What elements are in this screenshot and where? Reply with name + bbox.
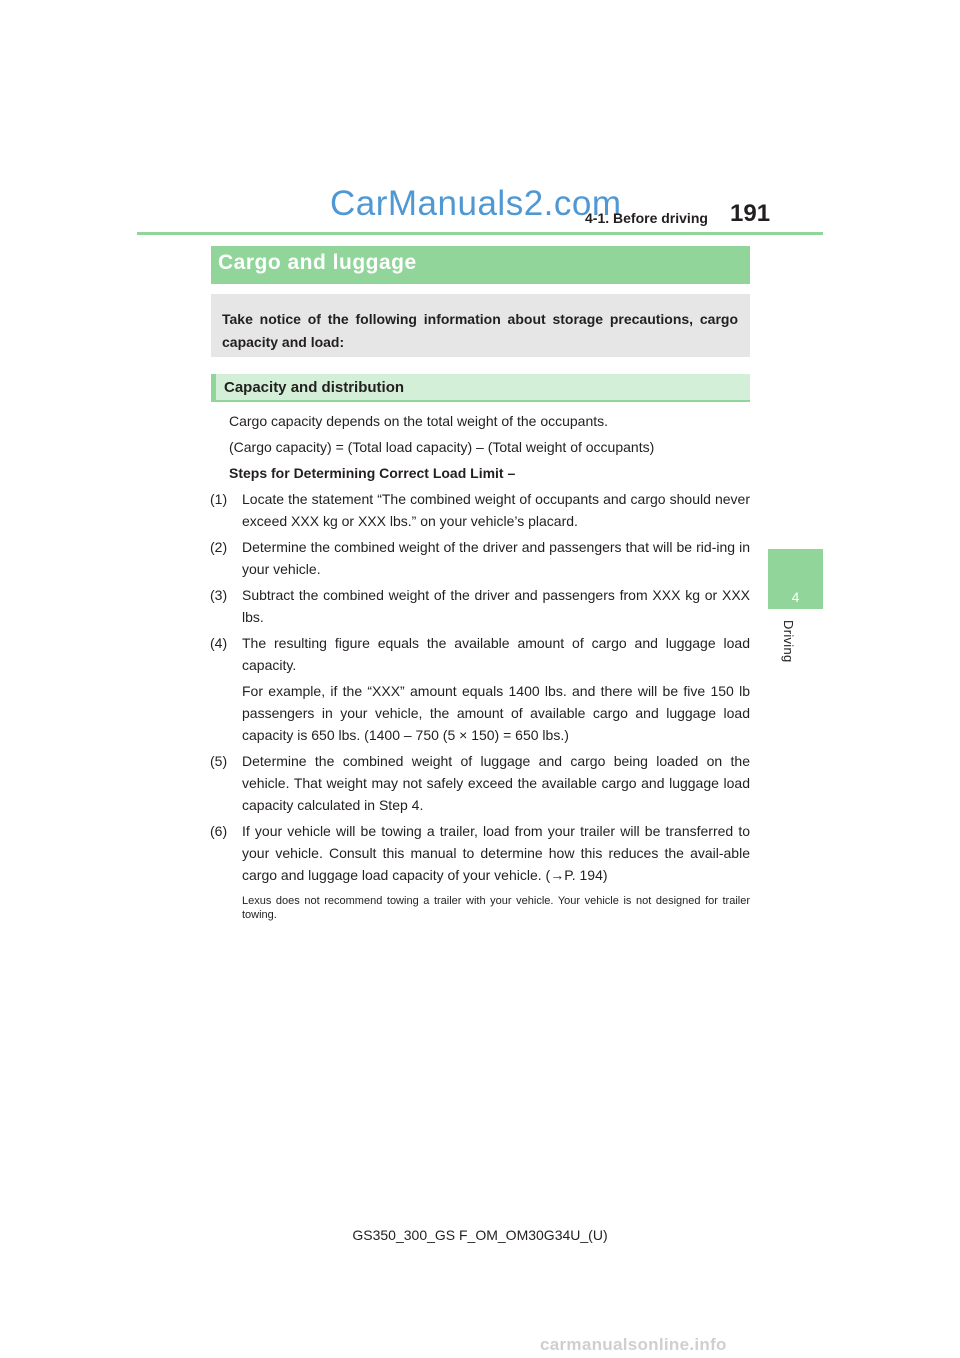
step-number: (2) [210,539,228,555]
step-text: If your vehicle will be towing a trailer, load from your trailer will be transferred to your vehicle. Consult this manual to determine how this reduces the avail-able cargo and luggage load capacity of your vehicle. (→P. 194) [242,823,750,883]
intro-box [211,294,750,357]
steps-heading: Steps for Determining Correct Load Limit – [229,465,516,481]
step-text: Subtract the combined weight of the driver and passengers from XXX kg or XXX lbs. [242,587,750,625]
step-item [210,820,750,886]
step-number: (1) [210,491,228,507]
chapter-label: Driving [781,620,796,663]
step-item [210,536,750,580]
page-number: 191 [730,200,771,227]
step-number: (6) [210,823,228,839]
watermark-footer: carmanualsonline.info [540,1335,727,1354]
paragraph: Cargo capacity depends on the total weight of the occupants. [229,413,609,429]
step-item [210,632,750,676]
formula: (Cargo capacity) = (Total load capacity) – (Total weight of occupants) [229,439,655,455]
chapter-tab [768,549,823,609]
step-item [210,584,750,628]
body-content [210,410,750,922]
section-title-bar [211,246,750,284]
step-text: The resulting figure equals the available amount of cargo and luggage load capacity. [242,635,750,673]
step-text: Determine the combined weight of luggage and cargo being loaded on the vehicle. That weight may not safely exceed the available cargo and luggage load capacity calculated in Step 4. [242,753,750,813]
step-number: (3) [210,587,228,603]
running-header-section: 4-1. Before driving [585,210,708,226]
step-number: (4) [210,635,228,651]
page-title: Cargo and luggage [218,251,417,274]
step-item [210,750,750,816]
document-code: GS350_300_GS F_OM_OM30G34U_(U) [352,1227,608,1243]
watermark-logo: CarManuals2.com [330,184,622,223]
example-paragraph: For example, if the “XXX” amount equals 1400 lbs. and there will be five 150 lb passengers in your vehicle, the amount of available cargo and luggage load capacity is 650 lbs. (1400 – 750 (5 × 150) = 650 lbs.) [242,683,750,743]
subheading-bar [211,374,750,402]
subheading: Capacity and distribution [224,379,405,396]
header-rule [137,232,823,235]
step-text: Determine the combined weight of the driver and passengers that will be rid-ing in your vehicle. [242,539,750,577]
note-text: Lexus does not recommend towing a trailer with your vehicle. Your vehicle is not designed for trailer towing. [242,895,750,921]
step-item [210,488,750,532]
step-text: Locate the statement “The combined weight of occupants and cargo should never exceed XXX kg or XXX lbs.” on your vehicle’s placard. [242,491,750,529]
step-number: (5) [210,753,228,769]
intro-text: Take notice of the following information about storage precautions, cargo capacity and load: [222,311,738,350]
chapter-number: 4 [791,589,800,605]
